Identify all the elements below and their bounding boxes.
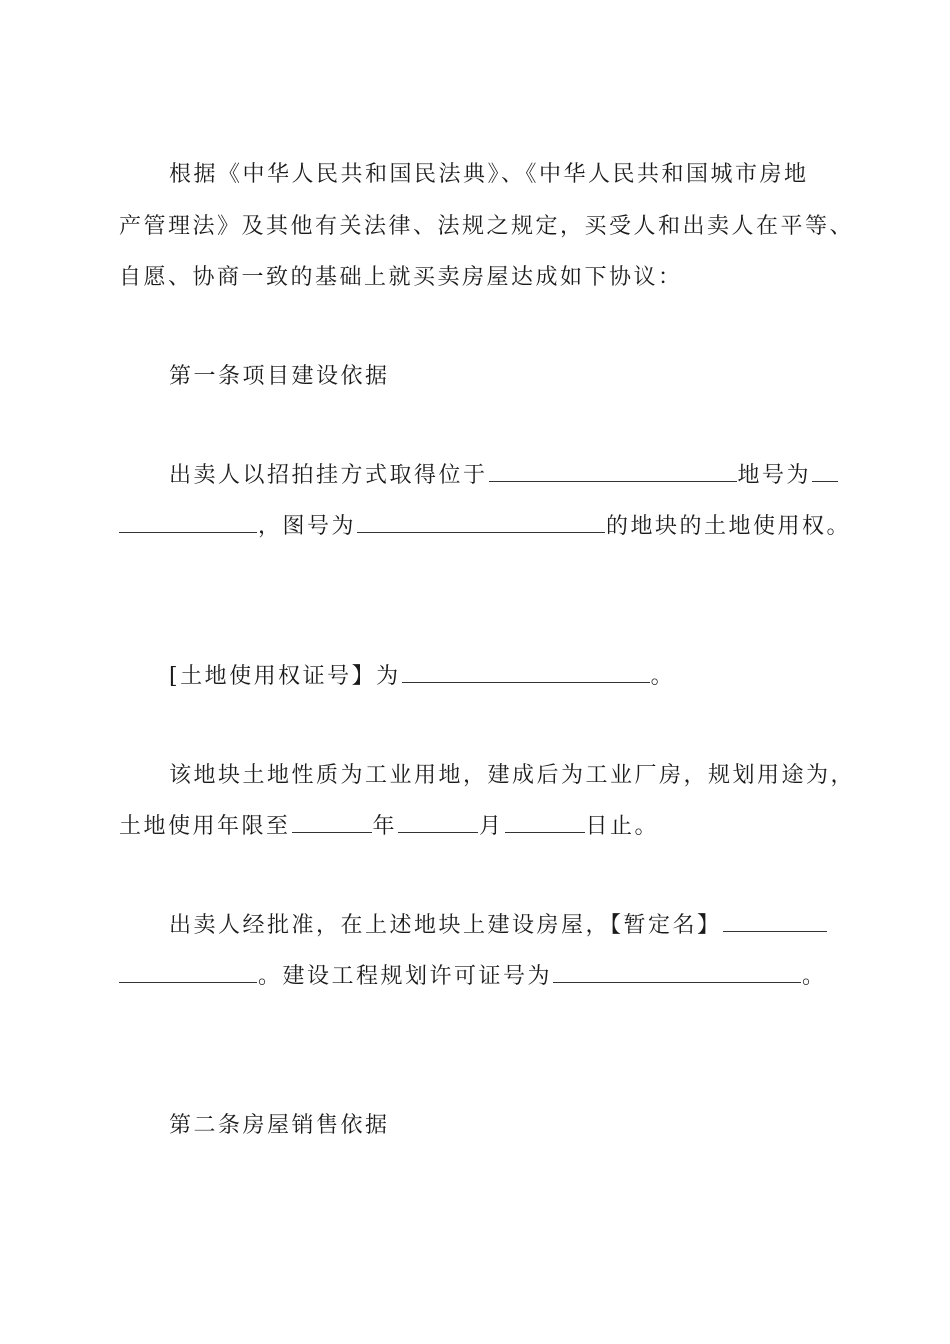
land-text-2: 地号为 [737, 463, 812, 488]
land-text-4: 的地块的土地使用权。 [606, 514, 852, 539]
construction-text-3: 。 [802, 964, 827, 989]
nature-text-1: 土地使用年限至 [119, 814, 291, 839]
intro-line-2: 产管理法》及其他有关法律、法规之规定，买受人和出卖人在平等、 [119, 214, 855, 239]
blank-certificate-number [402, 662, 650, 683]
blank-project-name-start [723, 911, 827, 932]
nature-year-label: 年 [372, 814, 398, 839]
blank-lot-number [119, 512, 257, 533]
blank-lot-number-start [812, 461, 838, 482]
land-text-1: 出卖人以招拍挂方式取得位于 [169, 463, 488, 488]
blank-map-number [357, 512, 605, 533]
land-paragraph-line-1 [169, 461, 899, 491]
blank-year [292, 812, 372, 833]
article-2-heading: 第二条房屋销售依据 [169, 1113, 390, 1138]
blank-project-name [119, 962, 257, 983]
construction-text-2: 。建设工程规划许可证号为 [258, 964, 553, 989]
blank-location [489, 461, 737, 482]
land-paragraph-line-2 [119, 512, 852, 542]
blank-month [398, 812, 478, 833]
certificate-text-1: [土地使用权证号】为 [169, 664, 401, 689]
nature-day-label: 日止。 [585, 814, 660, 839]
intro-line-1: 根据《中华人民共和国民法典》、《中华人民共和国城市房地 [169, 162, 809, 187]
construction-text-1: 出卖人经批准，在上述地块上建设房屋，【暂定名】 [169, 913, 722, 938]
land-text-3: ，图号为 [258, 514, 357, 539]
nature-month-label: 月 [479, 814, 504, 839]
nature-line-1: 该地块土地性质为工业用地，建成后为工业厂房，规划用途为， [169, 763, 856, 788]
certificate-line [169, 662, 899, 692]
intro-line-3: 自愿、协商一致的基础上就买卖房屋达成如下协议： [119, 265, 683, 290]
construction-line-1 [169, 911, 899, 941]
blank-planning-permit-number [553, 962, 801, 983]
blank-day [505, 812, 585, 833]
construction-line-2 [119, 962, 849, 992]
certificate-text-2: 。 [650, 664, 676, 689]
nature-line-2 [119, 812, 849, 842]
article-1-heading: 第一条项目建设依据 [169, 364, 390, 389]
